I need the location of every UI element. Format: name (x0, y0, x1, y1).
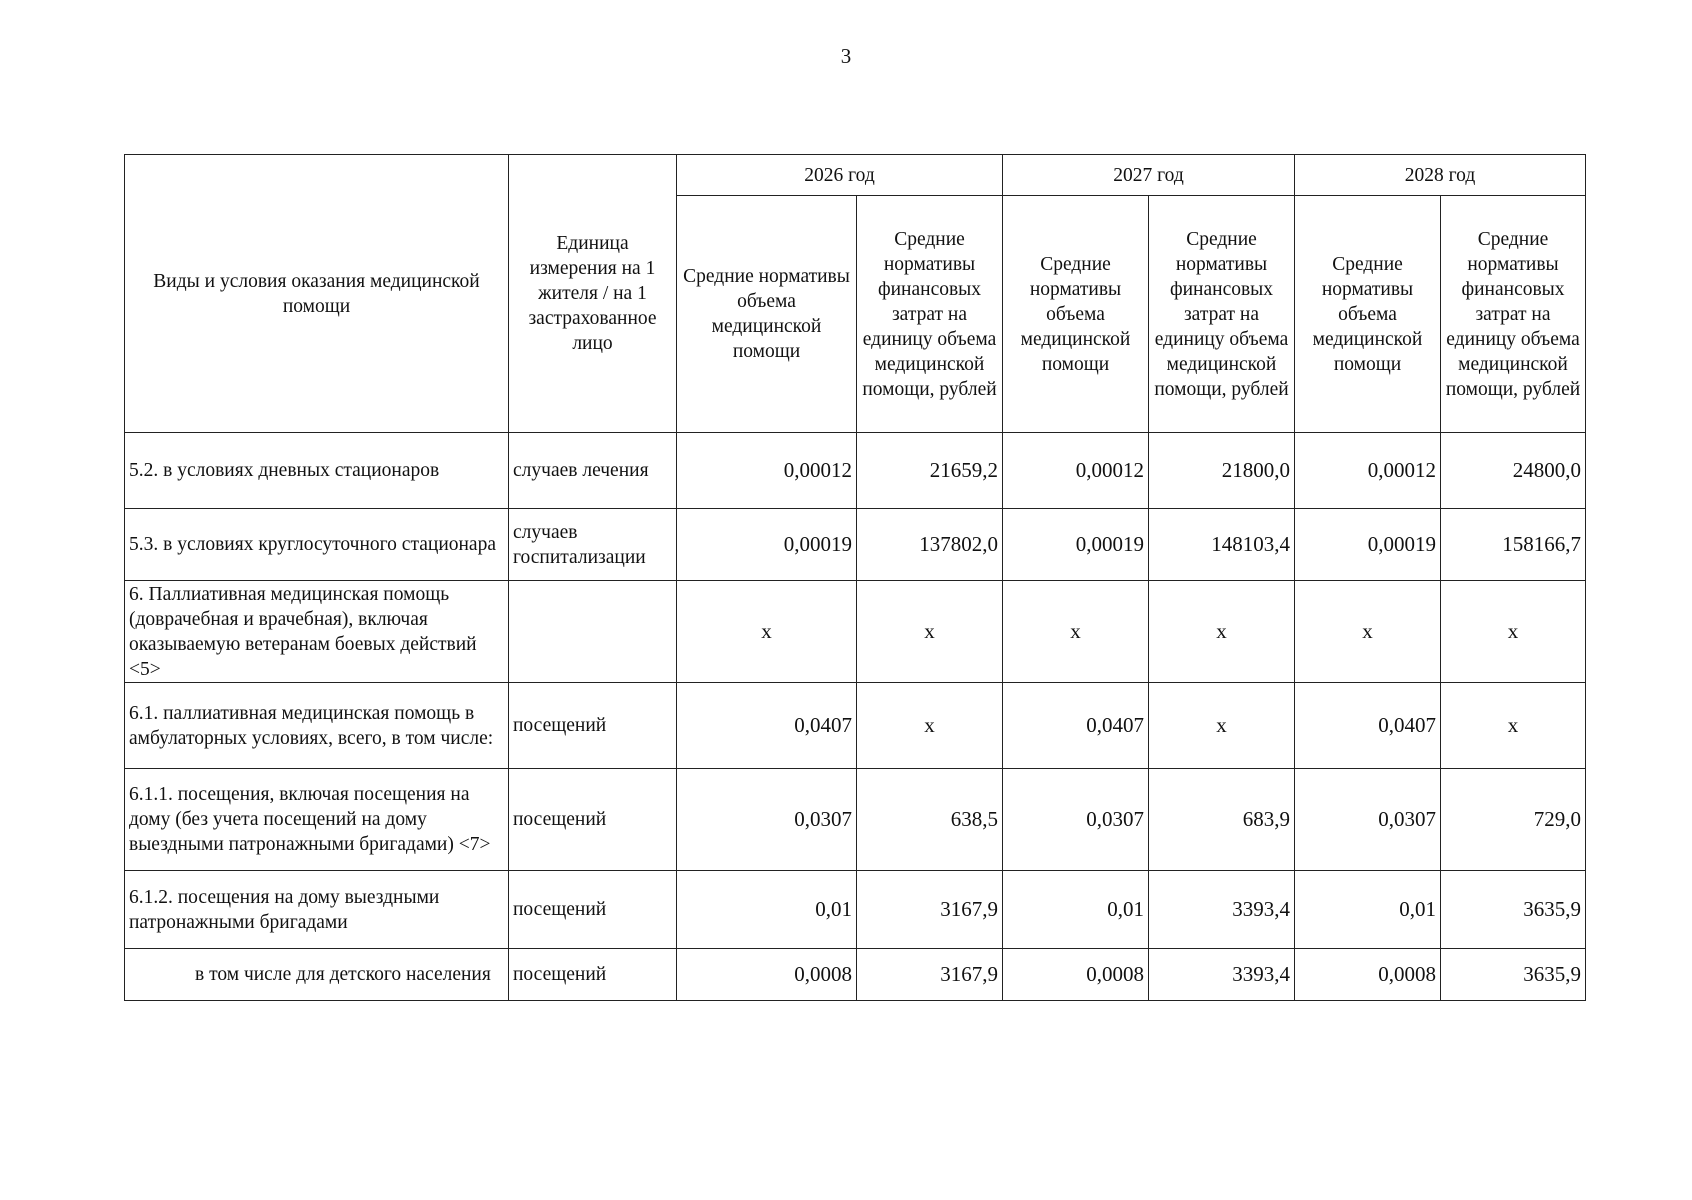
row-unit (509, 581, 677, 683)
header-volume-2028: Средние нормативы объема медицинской помощи (1295, 196, 1441, 433)
cell-volume-2026: 0,0307 (677, 769, 857, 871)
cell-volume-2027: 0,0407 (1003, 683, 1149, 769)
header-year-2027: 2027 год (1003, 155, 1295, 196)
cell-cost-2027: 21800,0 (1149, 433, 1295, 509)
header-cost-2026: Средние нормативы финансовых затрат на единицу объема медицинской помощи, рублей (857, 196, 1003, 433)
cell-volume-2026: 0,01 (677, 871, 857, 949)
row-name: 5.2. в условиях дневных стационаров (125, 433, 509, 509)
row-name: 5.3. в условиях круглосуточного стационара (125, 509, 509, 581)
cell-volume-2028: 0,0407 (1295, 683, 1441, 769)
cell-cost-2028: 158166,7 (1441, 509, 1586, 581)
header-type: Виды и условия оказания медицинской помощи (125, 155, 509, 433)
cell-cost-2028: 24800,0 (1441, 433, 1586, 509)
table-row (125, 871, 1586, 949)
cell-volume-2026: х (677, 581, 857, 683)
row-name: 6. Паллиативная медицинская помощь (доврачебная и врачебная), включая оказываемую ветеранам боевых действий <5> (125, 581, 509, 683)
row-unit: посещений (509, 949, 677, 1001)
page-number: 3 (840, 44, 852, 68)
cell-volume-2028: 0,0008 (1295, 949, 1441, 1001)
cell-volume-2027: 0,01 (1003, 871, 1149, 949)
cell-cost-2026: 21659,2 (857, 433, 1003, 509)
cell-cost-2027: 3393,4 (1149, 949, 1295, 1001)
cell-cost-2027: 3393,4 (1149, 871, 1295, 949)
row-name: 6.1. паллиативная медицинская помощь в амбулаторных условиях, всего, в том числе: (125, 683, 509, 769)
row-name: 6.1.1. посещения, включая посещения на дому (без учета посещений на дому выездными патронажными бригадами) <7> (125, 769, 509, 871)
cell-volume-2028: 0,00019 (1295, 509, 1441, 581)
cell-cost-2027: 683,9 (1149, 769, 1295, 871)
header-cost-2028: Средние нормативы финансовых затрат на единицу объема медицинской помощи, рублей (1441, 196, 1586, 433)
cell-volume-2028: 0,01 (1295, 871, 1441, 949)
cell-volume-2027: х (1003, 581, 1149, 683)
row-unit: посещений (509, 871, 677, 949)
cell-cost-2028: 3635,9 (1441, 871, 1586, 949)
row-name: в том числе для детского населения (125, 949, 509, 1001)
cell-volume-2027: 0,0307 (1003, 769, 1149, 871)
cell-cost-2026: х (857, 581, 1003, 683)
header-year-2028: 2028 год (1295, 155, 1586, 196)
cell-cost-2026: х (857, 683, 1003, 769)
cell-cost-2026: 638,5 (857, 769, 1003, 871)
cell-volume-2026: 0,0008 (677, 949, 857, 1001)
table-row (125, 433, 1586, 509)
cell-cost-2028: 3635,9 (1441, 949, 1586, 1001)
table-row (125, 949, 1586, 1001)
cell-cost-2028: х (1441, 683, 1586, 769)
row-unit: посещений (509, 683, 677, 769)
cell-volume-2027: 0,00012 (1003, 433, 1149, 509)
cell-cost-2028: х (1441, 581, 1586, 683)
cell-volume-2028: 0,00012 (1295, 433, 1441, 509)
table-row (125, 581, 1586, 683)
header-year-2026: 2026 год (677, 155, 1003, 196)
row-unit: посещений (509, 769, 677, 871)
cell-cost-2026: 3167,9 (857, 949, 1003, 1001)
header-volume-2027: Средние нормативы объема медицинской помощи (1003, 196, 1149, 433)
header-row-years (125, 155, 1586, 196)
header-volume-2026: Средние нормативы объема медицинской помощи (677, 196, 857, 433)
cell-cost-2028: 729,0 (1441, 769, 1586, 871)
cell-cost-2027: х (1149, 581, 1295, 683)
cell-cost-2026: 3167,9 (857, 871, 1003, 949)
row-unit: случаев лечения (509, 433, 677, 509)
cell-cost-2027: 148103,4 (1149, 509, 1295, 581)
row-name: 6.1.2. посещения на дому выездными патронажными бригадами (125, 871, 509, 949)
cell-cost-2026: 137802,0 (857, 509, 1003, 581)
table-row (125, 769, 1586, 871)
header-cost-2027: Средние нормативы финансовых затрат на единицу объема медицинской помощи, рублей (1149, 196, 1295, 433)
cell-volume-2026: 0,00012 (677, 433, 857, 509)
cell-volume-2026: 0,00019 (677, 509, 857, 581)
cell-volume-2028: 0,0307 (1295, 769, 1441, 871)
table-row (125, 683, 1586, 769)
cell-volume-2027: 0,0008 (1003, 949, 1149, 1001)
cell-volume-2026: 0,0407 (677, 683, 857, 769)
cell-volume-2028: х (1295, 581, 1441, 683)
row-unit: случаев госпитализации (509, 509, 677, 581)
cell-cost-2027: х (1149, 683, 1295, 769)
norms-table (124, 154, 1586, 1001)
header-unit: Единица измерения на 1 жителя / на 1 застрахованное лицо (509, 155, 677, 433)
cell-volume-2027: 0,00019 (1003, 509, 1149, 581)
table-row (125, 509, 1586, 581)
